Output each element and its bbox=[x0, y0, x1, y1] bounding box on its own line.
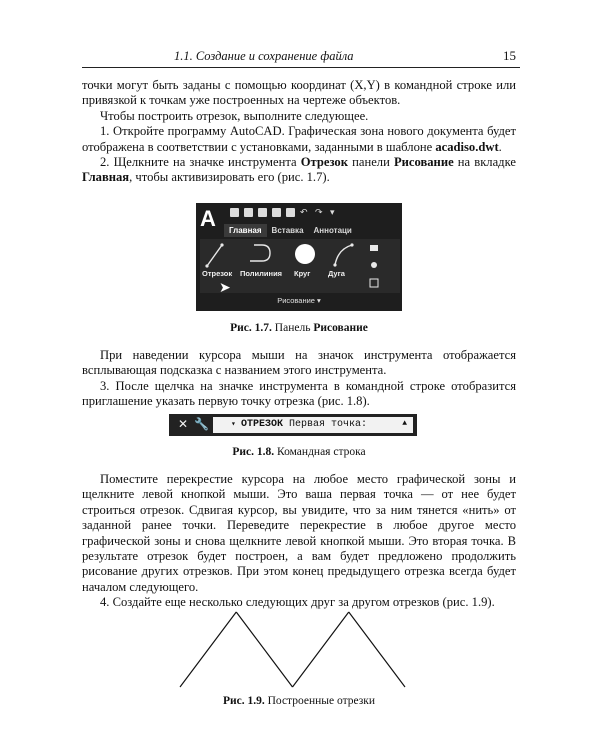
figure-caption-1-7 bbox=[82, 322, 516, 334]
redo-icon: ↷ bbox=[315, 207, 323, 217]
line-segment bbox=[293, 612, 349, 687]
paragraph-text: 1. Откройте программу AutoCAD. Графическая зона нового документа будет отображена в соответствии с установками, заданными в шаблоне bbox=[82, 124, 516, 154]
caption-label: Рис. 1.7. bbox=[230, 322, 272, 334]
save-icon bbox=[258, 208, 267, 217]
tab-home: Главная bbox=[224, 224, 267, 237]
tool-label-polyline: Полилиния bbox=[240, 269, 283, 278]
paragraph-text: . bbox=[498, 139, 502, 154]
save-as-icon bbox=[272, 208, 281, 217]
tab-annotate: Аннотаци bbox=[313, 226, 352, 235]
chevron-up-icon: ▲ bbox=[402, 419, 407, 428]
line-segment bbox=[180, 612, 236, 687]
caption-text: Построенные отрезки bbox=[264, 695, 376, 707]
caption-label: Рис. 1.9. bbox=[222, 695, 265, 707]
circle-tool-icon bbox=[295, 244, 315, 264]
paragraph: 4. Создайте еще несколько следующих друг за другом отрезков (рис. 1.9). bbox=[100, 595, 495, 610]
text-block-middle bbox=[82, 348, 516, 410]
line-segment bbox=[349, 612, 405, 687]
tab-insert: Вставка bbox=[271, 226, 304, 235]
new-file-icon bbox=[230, 208, 239, 217]
caption-bold: Рисование bbox=[313, 322, 368, 334]
undo-icon: ↶ bbox=[300, 207, 308, 217]
ribbon-tabs bbox=[224, 224, 357, 237]
tab-name: Главная bbox=[82, 170, 130, 185]
caption-label: Рис. 1.8. bbox=[232, 446, 275, 458]
arc-tool-endpoint bbox=[350, 243, 353, 246]
draw-panel-title: Рисование ▾ bbox=[277, 296, 321, 305]
tool-name: Отрезок bbox=[300, 155, 348, 170]
running-header bbox=[82, 48, 520, 66]
line-tool-endpoint bbox=[205, 264, 208, 267]
boundary-tool-icon bbox=[370, 279, 378, 287]
figure-caption-1-9 bbox=[82, 695, 516, 707]
caption-text: Панель bbox=[271, 322, 314, 334]
autocad-logo-icon: A bbox=[200, 206, 216, 231]
rectangle-tool-icon bbox=[370, 245, 378, 251]
tool-label-line: Отрезок bbox=[202, 269, 233, 278]
wrench-icon: 🔧 bbox=[194, 417, 209, 431]
figure-caption-1-8 bbox=[82, 446, 516, 458]
paragraph: Поместите перекрестие курсора на любое место графической зоны и щелкните левой кнопкой мыши. Это ваша первая точка — от нее будет строиться отрезок. Сдвигая курсор, вы увидите, что за ним тянется «нить» от заданной ранее точки. Переведите перекрестие в любое другое место графической зоны и снова щелкните левой кнопкой мыши. Это вторая точка. В результате отрезок будет построен, а вам будет предложено продолжить рисование других отрезков. При этом конец предыдущего отрезка всегда будет началом следующего. bbox=[82, 472, 516, 594]
paragraph-text: панели bbox=[348, 155, 394, 170]
chevron-down-icon: ▾ bbox=[231, 420, 236, 429]
paragraph-text: на вкладке bbox=[453, 155, 516, 170]
paragraph bbox=[82, 155, 516, 186]
paragraph: точки могут быть заданы с помощью координат (X,Y) в командной строке или привязкой к точкам уже построенных на чертеже объектов. bbox=[82, 78, 516, 108]
arc-tool-icon bbox=[335, 245, 352, 265]
print-icon bbox=[286, 208, 295, 217]
command-name: ОТРЕЗОК bbox=[241, 419, 284, 430]
paragraph: Чтобы построить отрезок, выполните следующее. bbox=[100, 108, 369, 123]
command-line-screenshot bbox=[169, 414, 417, 436]
paragraph bbox=[82, 124, 516, 155]
command-prompt bbox=[241, 419, 367, 430]
tool-label-arc: Дуга bbox=[328, 269, 345, 278]
open-file-icon bbox=[244, 208, 253, 217]
arc-tool-endpoint bbox=[333, 263, 336, 266]
hatch-tool-icon bbox=[371, 262, 377, 268]
line-tool-endpoint bbox=[220, 243, 223, 246]
caption-text: Командная строка bbox=[274, 446, 366, 458]
text-block-bottom bbox=[82, 472, 516, 611]
paragraph: 3. После щелчка на значке инструмента в командной строке отобразится приглашение указать первую точку отрезка (рис. 1.8). bbox=[82, 378, 516, 409]
paragraph: При наведении курсора мыши на значок инструмента отображается всплывающая подсказка с названием этого инструмента. bbox=[82, 348, 516, 378]
paragraph-text: , чтобы активизировать его (рис. 1.7). bbox=[129, 170, 330, 185]
line-segment bbox=[236, 612, 292, 687]
panel-name: Рисование bbox=[393, 155, 454, 170]
paragraph-text: 2. Щелкните на значке инструмента bbox=[100, 155, 301, 170]
template-name: acadiso.dwt bbox=[435, 139, 499, 154]
header-title: 1.1. Создание и сохранение файла bbox=[174, 49, 354, 63]
line-tool-icon bbox=[207, 245, 222, 266]
text-block-top bbox=[82, 78, 516, 186]
quick-access-toolbar bbox=[230, 208, 340, 220]
command-field bbox=[213, 417, 413, 433]
ribbon-screenshot bbox=[196, 203, 402, 311]
prompt-text: Первая точка: bbox=[283, 419, 368, 430]
mouse-cursor-icon: ➤ bbox=[219, 279, 231, 295]
header-rule bbox=[82, 67, 520, 68]
tool-label-circle: Круг bbox=[294, 269, 311, 278]
close-icon: ✕ bbox=[178, 417, 189, 431]
page-number: 15 bbox=[503, 48, 516, 63]
polyline-tool-icon bbox=[250, 245, 270, 261]
chevron-down-icon: ▾ bbox=[330, 207, 335, 217]
